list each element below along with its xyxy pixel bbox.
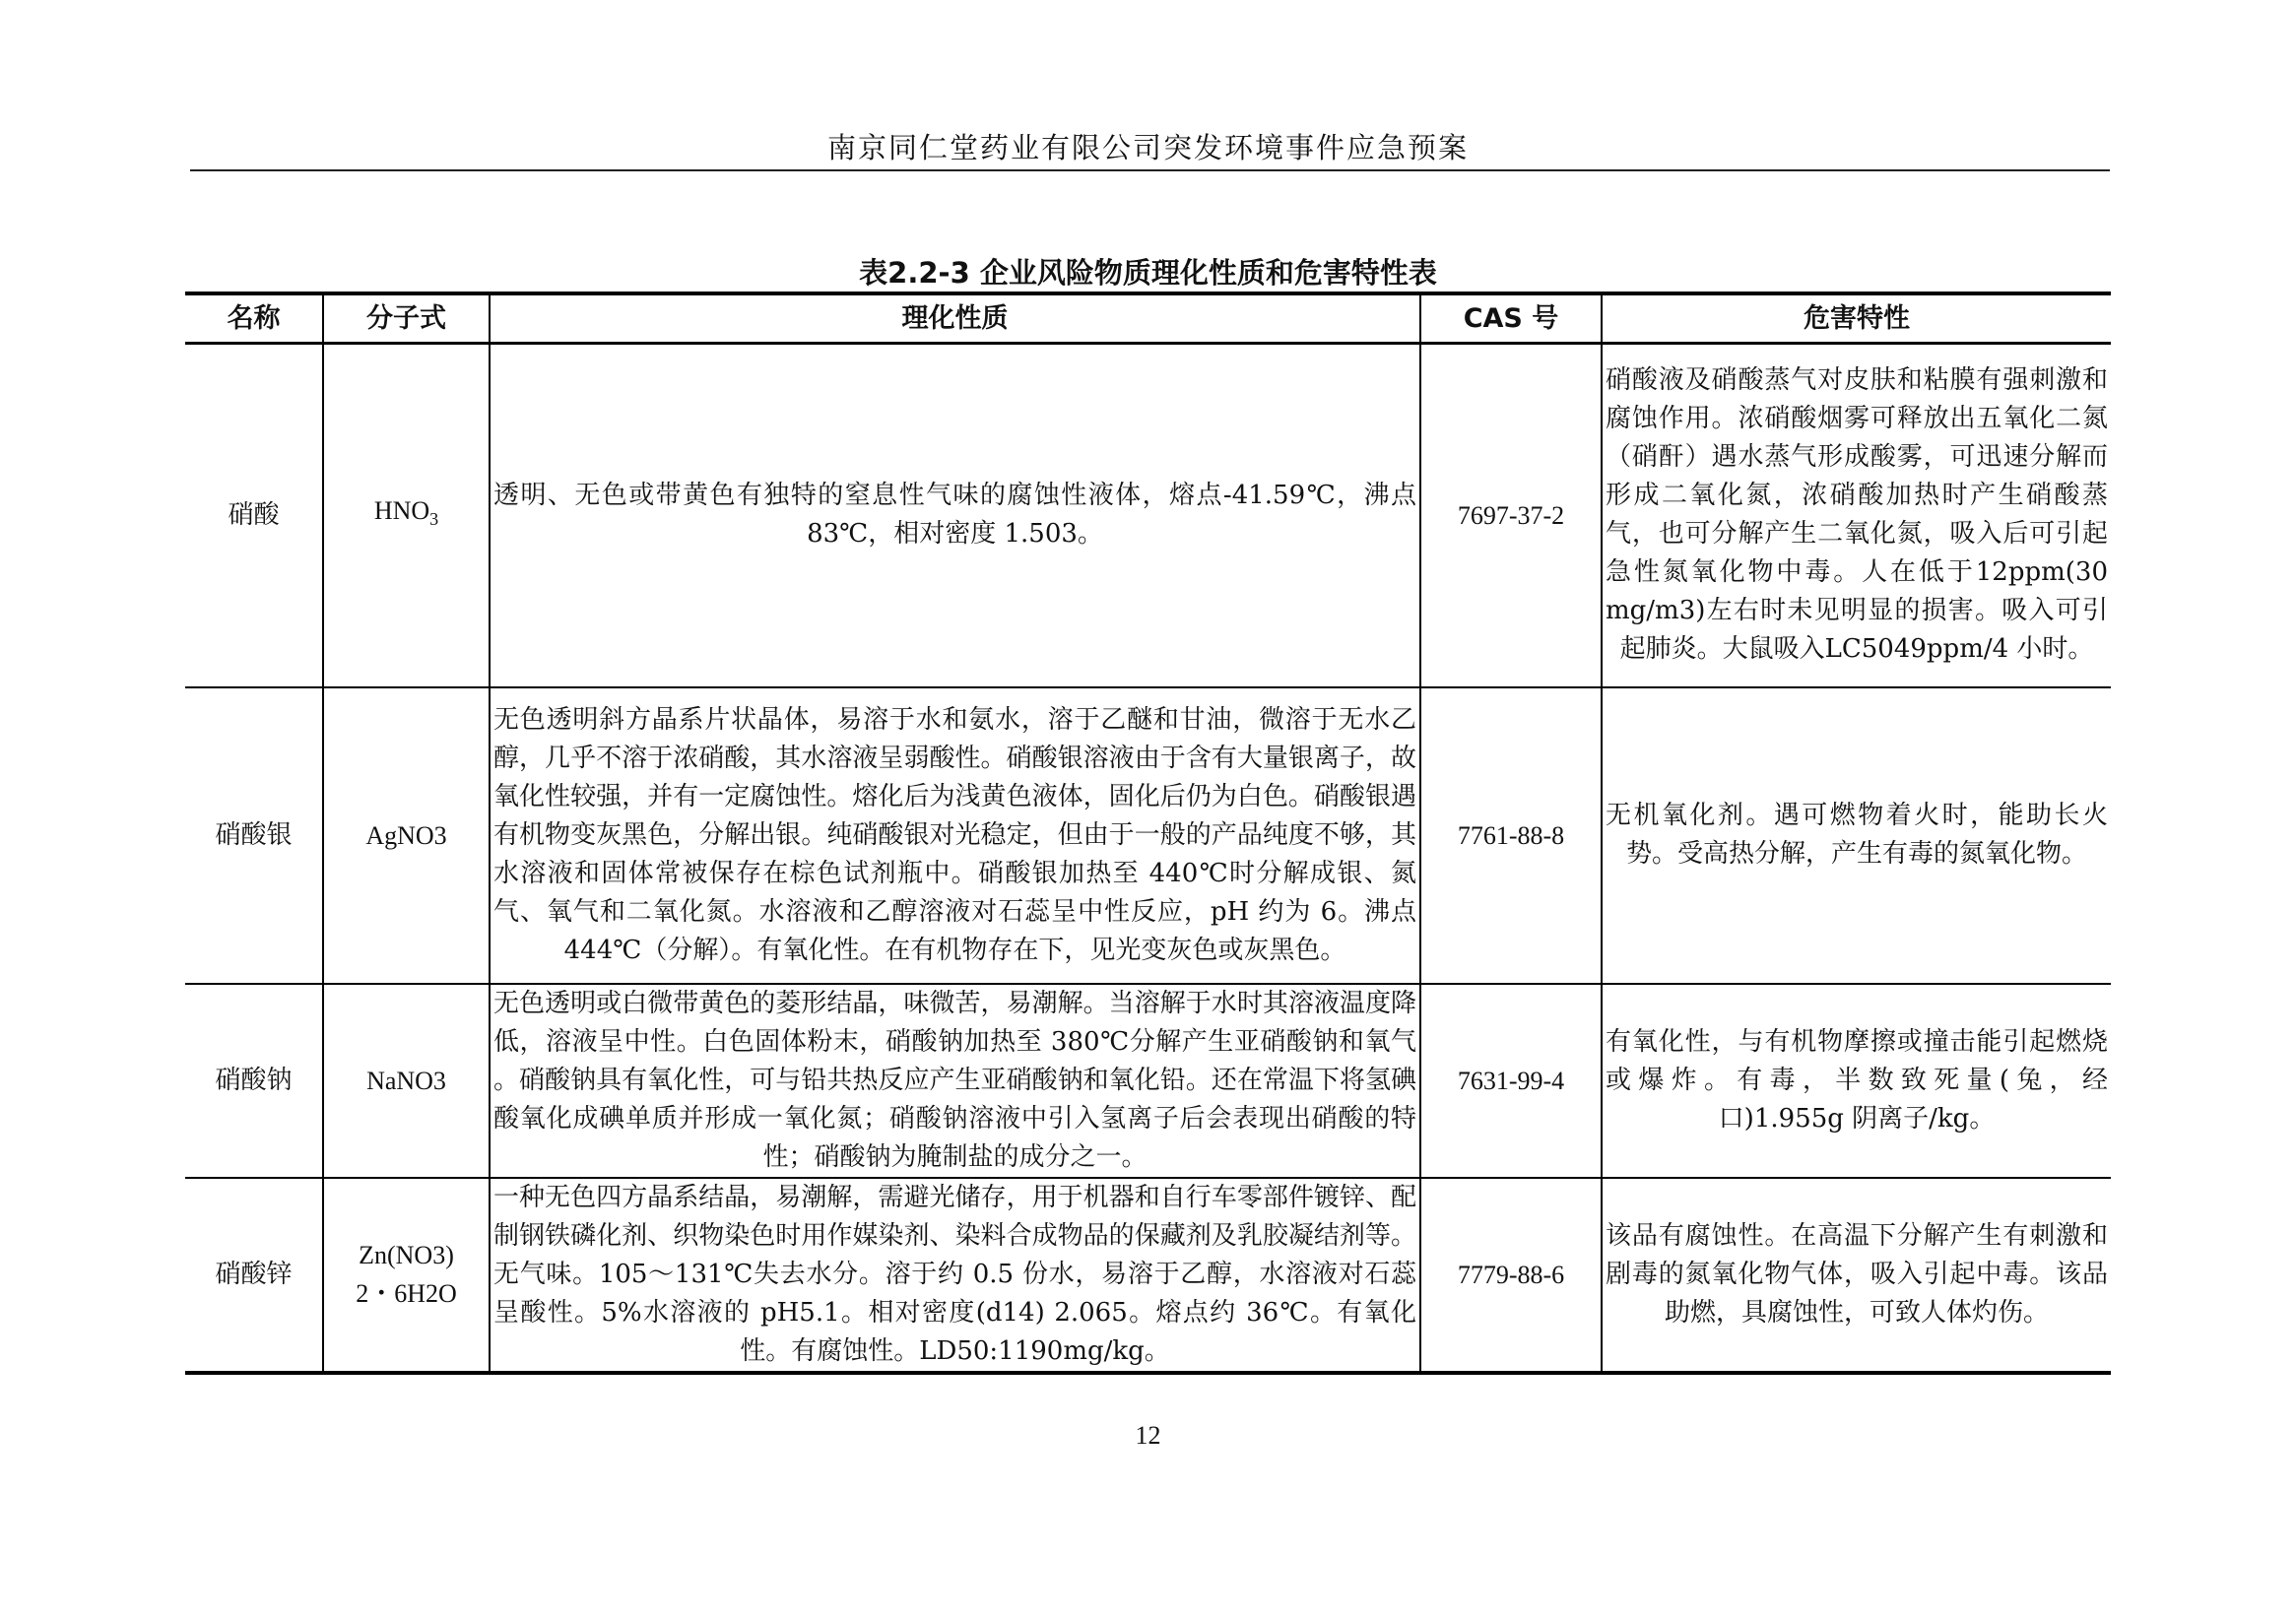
cas-number: 7697-37-2 [1420, 344, 1602, 687]
column-header-cas: CAS 号 [1420, 293, 1602, 344]
column-header-hazards: 危害特性 [1602, 293, 2111, 344]
column-header-formula: 分子式 [323, 293, 490, 344]
formula-line-1: Zn(NO3) [359, 1241, 454, 1269]
table-row [185, 344, 2111, 687]
molecular-formula [323, 344, 490, 687]
header-divider [190, 169, 2110, 171]
formula-subscript: 3 [429, 509, 439, 530]
physicochemical-properties: 透明、无色或带黄色有独特的窒息性气味的腐蚀性液体，熔点-41.59℃，沸点 83℃，相对密度 1.503。 [490, 344, 1420, 687]
physicochemical-properties: 无色透明斜方晶系片状晶体，易溶于水和氨水，溶于乙醚和甘油，微溶于无水乙醇，几乎不溶于浓硝酸，其水溶液呈弱酸性。硝酸银溶液由于含有大量银离子，故氧化性较强，并有一定腐蚀性。熔化后为浅黄色液体，固化后仍为白色。硝酸银遇有机物变灰黑色，分解出银。纯硝酸银对光稳定，但由于一般的产品纯度不够，其水溶液和固体常被保存在棕色试剂瓶中。硝酸银加热至 440℃时分解成银、氮气、氧气和二氧化氮。水溶液和乙醇溶液对石蕊呈中性反应，pH 约为 6。沸点 444℃（分解）。有氧化性。在有机物存在下，见光变灰色或灰黑色。 [490, 687, 1420, 984]
risk-substance-table [185, 292, 2111, 1375]
cas-number: 7779-88-6 [1420, 1178, 1602, 1373]
physicochemical-properties: 一种无色四方晶系结晶，易潮解，需避光储存，用于机器和自行车零部件镀锌、配制钢铁磷化剂、织物染色时用作媒染剂、染料合成物品的保藏剂及乳胶凝结剂等。无气味。105～131℃失去水分。溶于约 0.5 份水，易溶于乙醇，水溶液对石蕊呈酸性。5%水溶液的 pH5.1。相对密度(d14) 2.065。熔点约 36℃。有氧化性。有腐蚀性。LD50:1190mg/kg。 [490, 1178, 1420, 1373]
table-row [185, 687, 2111, 984]
column-header-properties: 理化性质 [490, 293, 1420, 344]
table-row [185, 984, 2111, 1178]
substance-name: 硝酸 [185, 344, 323, 687]
formula-line-2: 2・6H2O [356, 1279, 457, 1308]
substance-name: 硝酸锌 [185, 1178, 323, 1373]
column-header-name: 名称 [185, 293, 323, 344]
document-header-title: 南京同仁堂药业有限公司突发环境事件应急预案 [826, 131, 1469, 164]
cas-number: 7631-99-4 [1420, 984, 1602, 1178]
molecular-formula: AgNO3 [323, 687, 490, 984]
table-header-row [185, 293, 2111, 344]
hazard-characteristics: 该品有腐蚀性。在高温下分解产生有刺激和剧毒的氮氧化物气体，吸入引起中毒。该品助燃，具腐蚀性，可致人体灼伤。 [1602, 1178, 2111, 1373]
formula-main: HNO [373, 496, 430, 526]
hazard-characteristics: 无机氧化剂。遇可燃物着火时，能助长火势。受高热分解，产生有毒的氮氧化物。 [1602, 687, 2111, 984]
physicochemical-properties: 无色透明或白微带黄色的菱形结晶，味微苦，易潮解。当溶解于水时其溶液温度降低，溶液呈中性。白色固体粉末，硝酸钠加热至 380℃分解产生亚硝酸钠和氧气 。硝酸钠具有氧化性，可与铅共热反应产生亚硝酸钠和氧化铅。还在常温下将氢碘酸氧化成碘单质并形成一氧化氮；硝酸钠溶液中引入氢离子后会表现出硝酸的特性；硝酸钠为腌制盐的成分之一。 [490, 984, 1420, 1178]
cas-number: 7761-88-8 [1420, 687, 1602, 984]
substance-name: 硝酸银 [185, 687, 323, 984]
page-number: 12 [1135, 1421, 1161, 1450]
hazard-characteristics: 硝酸液及硝酸蒸气对皮肤和粘膜有强刺激和腐蚀作用。浓硝酸烟雾可释放出五氧化二氮（硝酐）遇水蒸气形成酸雾，可迅速分解而形成二氧化氮，浓硝酸加热时产生硝酸蒸气，也可分解产生二氧化氮，吸入后可引起急性氮氧化物中毒。人在低于12ppm(30 mg/m3)左右时未见明显的损害。吸入可引起肺炎。大鼠吸入LC5049ppm/4 小时。 [1602, 344, 2111, 687]
molecular-formula [323, 1178, 490, 1373]
table-caption: 表2.2-3 企业风险物质理化性质和危害特性表 [859, 256, 1437, 290]
substance-name: 硝酸钠 [185, 984, 323, 1178]
table-row [185, 1178, 2111, 1373]
hazard-characteristics: 有氧化性，与有机物摩擦或撞击能引起燃烧或爆炸。有毒，半数致死量(兔，经口)1.955g 阴离子/kg。 [1602, 984, 2111, 1178]
molecular-formula: NaNO3 [323, 984, 490, 1178]
